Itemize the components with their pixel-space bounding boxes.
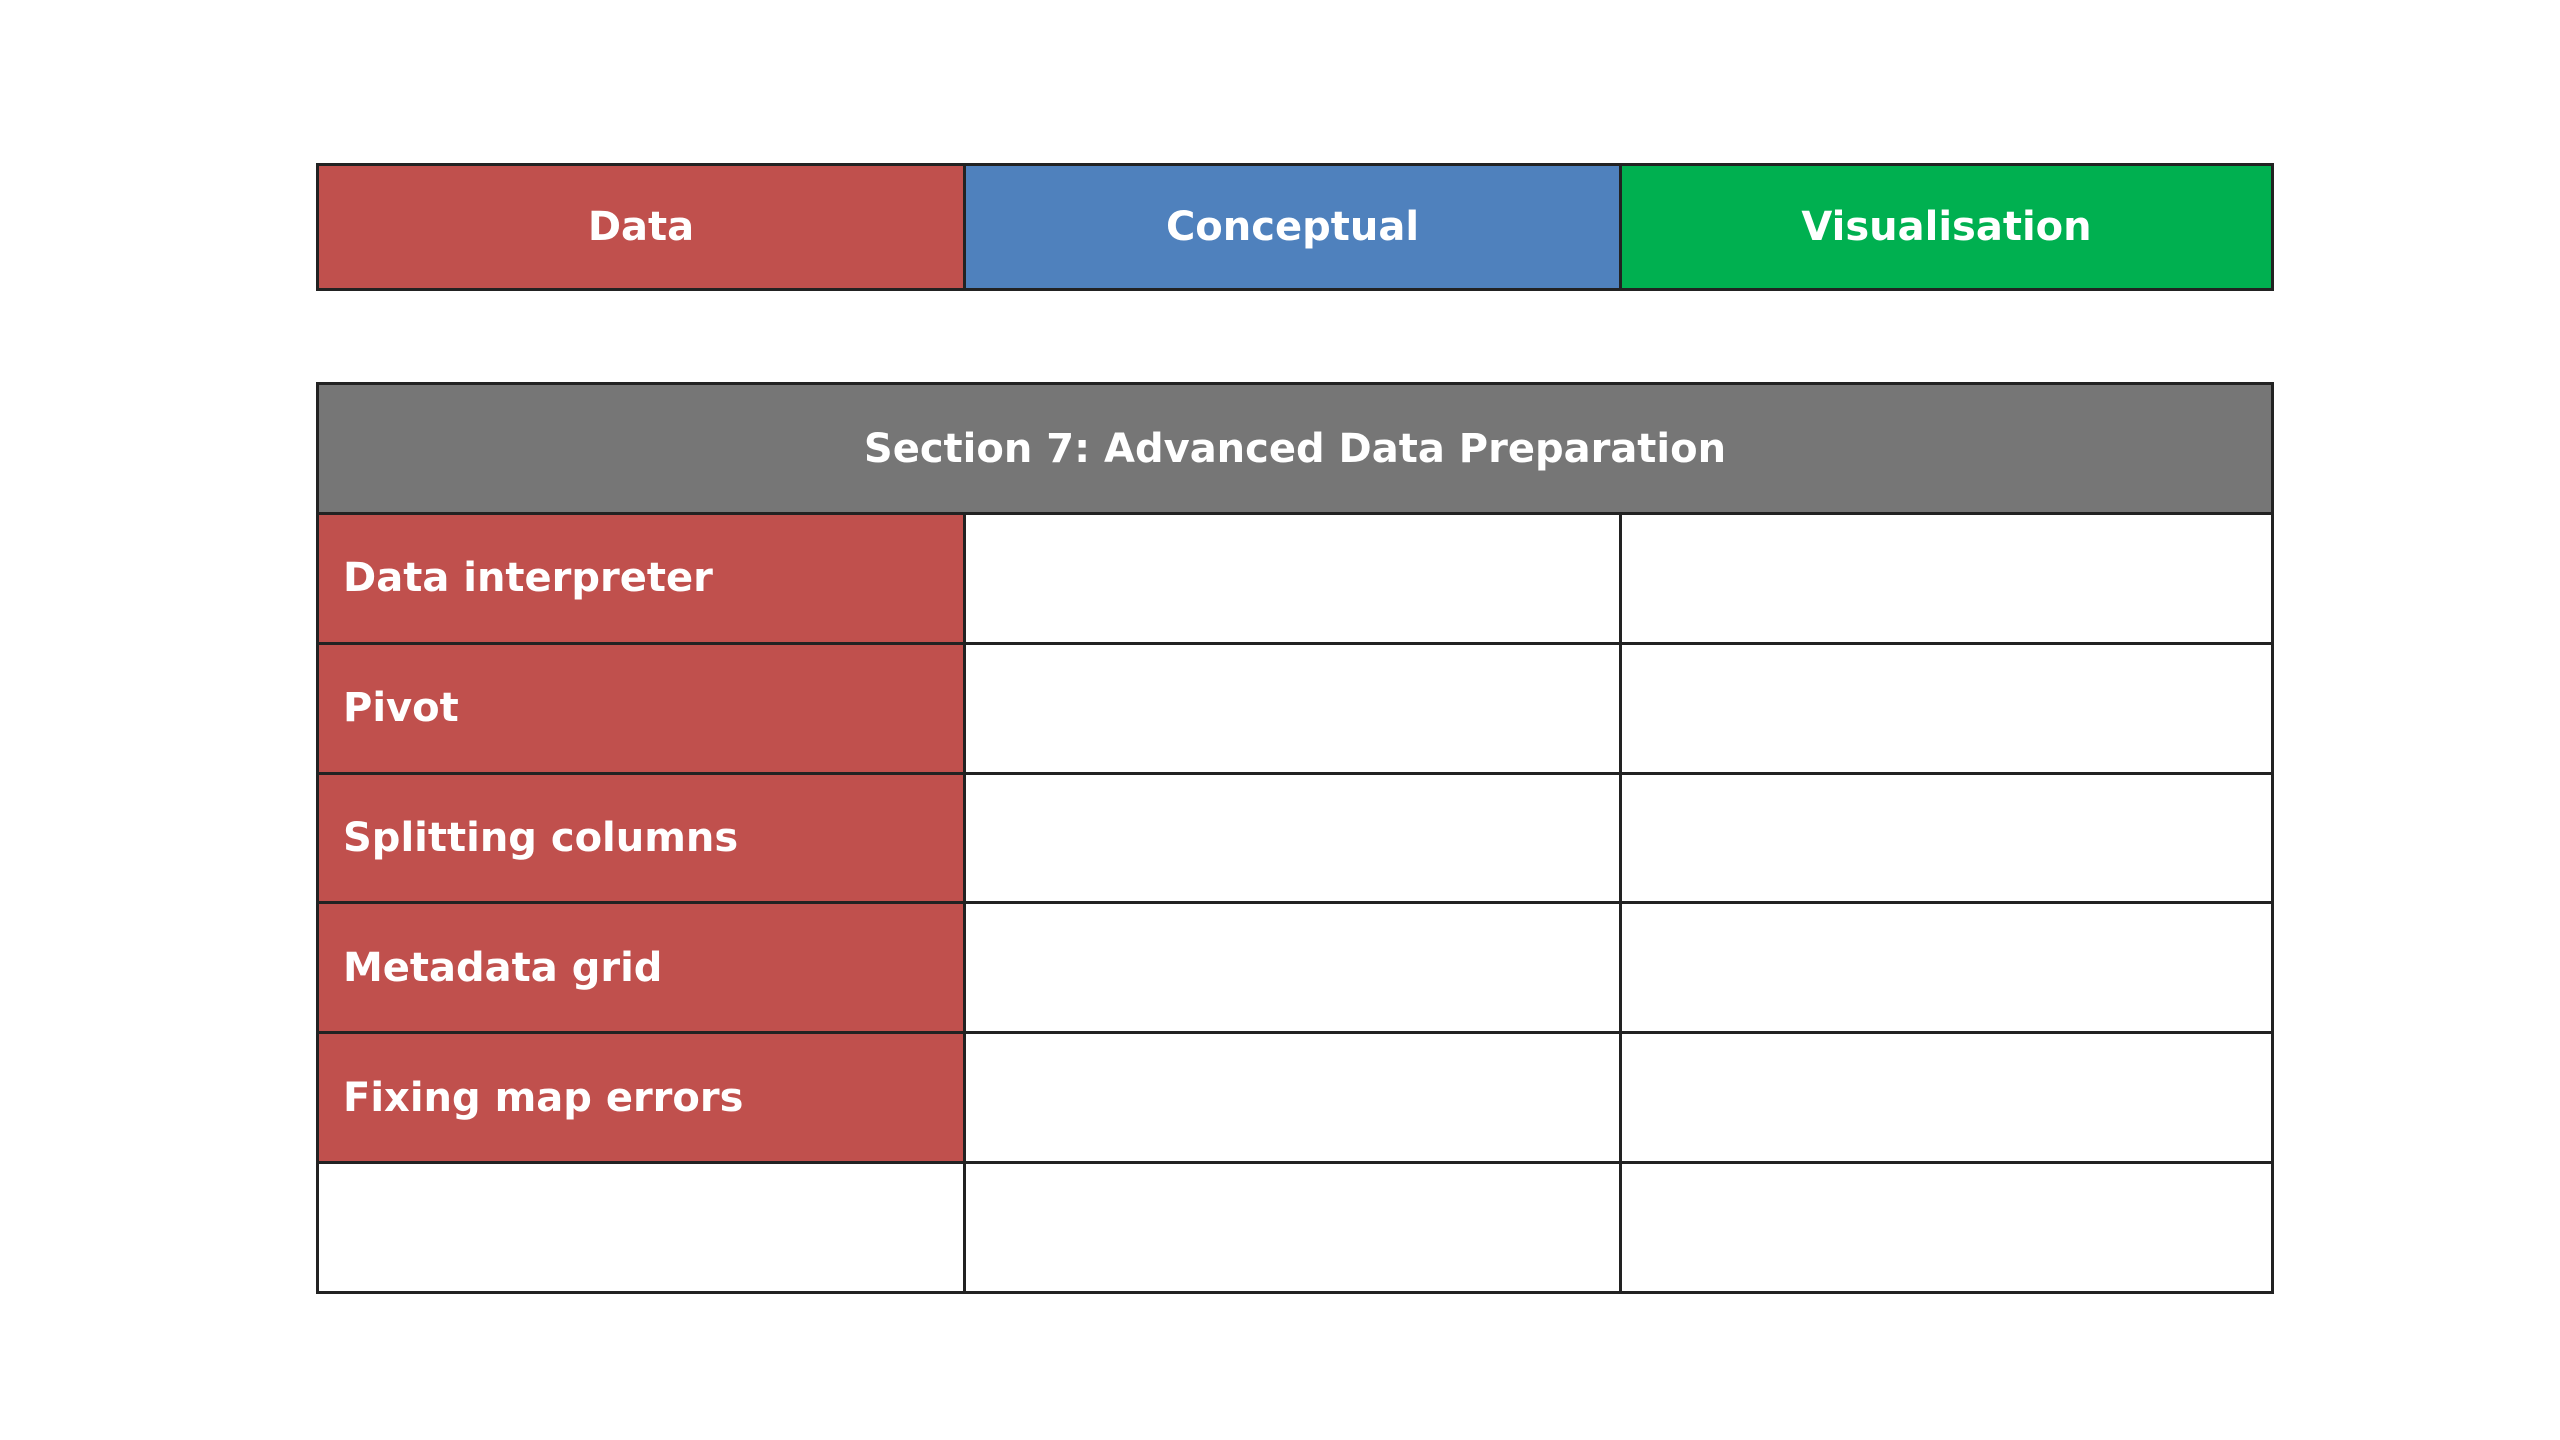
section-header bbox=[319, 385, 2271, 515]
conceptual-cell bbox=[963, 515, 1619, 642]
visualisation-cell bbox=[1619, 775, 2271, 902]
legend-conceptual bbox=[963, 166, 1619, 288]
conceptual-cell bbox=[963, 904, 1619, 1031]
conceptual-cell bbox=[963, 1034, 1619, 1161]
table-row bbox=[319, 642, 2271, 772]
table-row bbox=[319, 1031, 2271, 1161]
topic-label: Splitting columns bbox=[343, 815, 739, 862]
legend-visualisation bbox=[1619, 166, 2271, 288]
topic-cell bbox=[319, 904, 963, 1031]
conceptual-cell bbox=[963, 645, 1619, 772]
topic-label: Data interpreter bbox=[343, 555, 713, 602]
legend-data bbox=[319, 166, 963, 288]
conceptual-cell bbox=[963, 775, 1619, 902]
topic-cell bbox=[319, 1164, 963, 1291]
conceptual-cell bbox=[963, 1164, 1619, 1291]
topic-cell bbox=[319, 1034, 963, 1161]
section-title: Section 7: Advanced Data Preparation bbox=[863, 425, 1727, 472]
section-table bbox=[316, 382, 2274, 1294]
topic-cell bbox=[319, 645, 963, 772]
visualisation-cell bbox=[1619, 1034, 2271, 1161]
legend-visualisation-label: Visualisation bbox=[1801, 204, 2092, 250]
table-row bbox=[319, 901, 2271, 1031]
table-row bbox=[319, 772, 2271, 902]
table-row bbox=[319, 1161, 2271, 1291]
visualisation-cell bbox=[1619, 904, 2271, 1031]
category-legend bbox=[316, 163, 2274, 291]
legend-data-label: Data bbox=[587, 204, 695, 250]
table-row bbox=[319, 515, 2271, 642]
topic-label: Metadata grid bbox=[343, 944, 663, 991]
visualisation-cell bbox=[1619, 515, 2271, 642]
legend-conceptual-label: Conceptual bbox=[1165, 204, 1420, 250]
topic-label: Fixing map errors bbox=[343, 1074, 744, 1121]
topic-cell bbox=[319, 515, 963, 642]
visualisation-cell bbox=[1619, 645, 2271, 772]
topic-cell bbox=[319, 775, 963, 902]
visualisation-cell bbox=[1619, 1164, 2271, 1291]
topic-label: Pivot bbox=[343, 685, 459, 732]
